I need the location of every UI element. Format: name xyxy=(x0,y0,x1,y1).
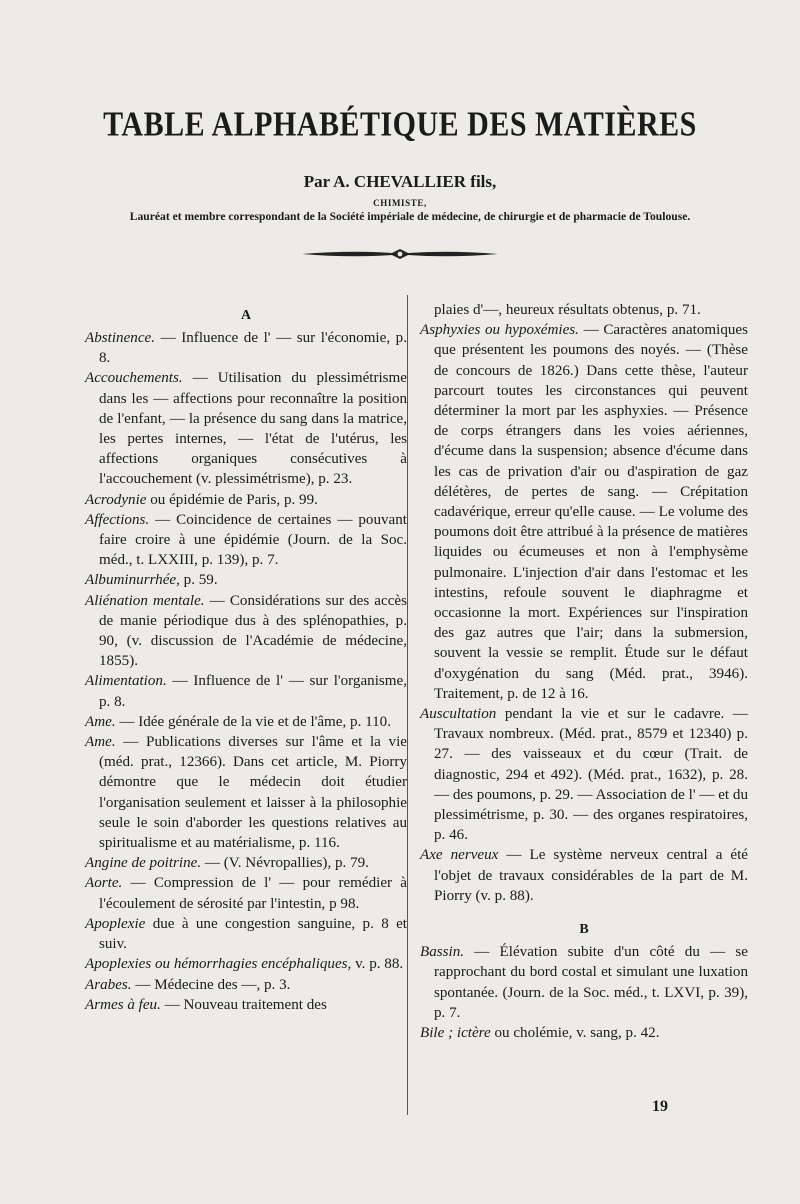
entry-text: — Élévation subite d'un côté du — se rapprochant du bord costal et simulant une luxation spontanée. (Journ. de la Soc. méd., t. LXVI, p. 39), p. 7. xyxy=(434,944,748,1021)
index-entry xyxy=(85,975,407,995)
page-title: TABLE ALPHABÉTIQUE DES MATIÈRES xyxy=(103,105,697,144)
entry-heading: Apoplexie xyxy=(85,915,146,932)
ornament-divider-icon xyxy=(300,246,500,262)
section-letter-a: A xyxy=(240,308,252,323)
entry-heading: Ame. xyxy=(85,713,116,730)
index-entry xyxy=(85,995,407,1015)
index-entry xyxy=(420,1023,748,1043)
entry-text: — Compression de l' — pour remédier à l'écoulement de sérosité par l'intestin, p 98. xyxy=(99,875,407,912)
entry-heading: Affections. xyxy=(85,511,150,528)
author-role: CHIMISTE, xyxy=(373,198,427,208)
index-entry xyxy=(85,490,407,510)
entry-heading: Apoplexies ou hémorrhagies encéphaliques, xyxy=(85,956,352,973)
entry-heading: Aorte. xyxy=(85,875,123,892)
index-entry xyxy=(85,328,407,368)
entry-text: — Influence de l' — sur l'économie, p. 8. xyxy=(99,330,407,367)
entry-heading: Abstinence. xyxy=(85,330,155,346)
entry-text: — Le système nerveux central a été l'objet de travaux considérables de la part de M. Piorry (v. p. 88). xyxy=(434,847,748,904)
index-entry xyxy=(85,914,407,954)
entry-text: — Considérations sur des accès de manie périodique dus à des splénopathies, p. 90, (v. discussion de l'Académie de médecine, 1855). xyxy=(99,592,407,670)
index-entry xyxy=(85,368,407,489)
entry-text: — Médecine des —, p. 3. xyxy=(131,976,291,993)
entry-heading: Accouchements. xyxy=(85,370,183,387)
entry-heading: Aliénation mentale. xyxy=(85,592,205,609)
index-entry xyxy=(420,845,748,906)
index-entry xyxy=(85,591,407,672)
index-entry xyxy=(85,570,407,590)
index-entry xyxy=(85,712,407,732)
index-entry xyxy=(420,942,748,1023)
index-entry xyxy=(85,954,407,974)
page-number: 19 xyxy=(652,1098,668,1115)
entry-heading: Albuminurrhée, xyxy=(85,572,180,589)
right-column xyxy=(420,300,748,1043)
index-entry xyxy=(420,320,748,704)
entry-heading: Arabes. xyxy=(85,976,132,993)
entry-heading: Axe nerveux xyxy=(420,847,499,864)
entry-text: v. p. 88. xyxy=(351,956,404,973)
entry-text: — Idée générale de la vie et de l'âme, p. 110. xyxy=(115,713,391,730)
entry-list xyxy=(420,942,748,1043)
entry-heading: Bile ; ictère xyxy=(420,1024,491,1041)
entry-text: — (V. Névropallies), p. 79. xyxy=(201,855,369,872)
column-divider xyxy=(407,295,408,1115)
section-letter-b: B xyxy=(579,922,589,938)
entry-heading: Bassin. xyxy=(420,944,465,961)
entry-text: — Coincidence de certaines — pouvant faire croire à une épidémie (Journ. de la Soc. méd., t. LXXIII, p. 139), p. 7. xyxy=(99,511,407,569)
entry-text: ou cholémie, v. sang, p. 42. xyxy=(490,1024,660,1041)
author-line: Par A. CHEVALLIER fils, xyxy=(303,172,497,191)
entry-heading: Asphyxies ou hypoxémies. xyxy=(420,322,579,339)
entry-text: — Nouveau traitement des xyxy=(160,996,327,1013)
index-entry xyxy=(85,732,407,853)
entry-heading: Auscultation xyxy=(420,706,497,723)
entry-text: — Utilisation du plessimétrisme dans les — affections pour reconnaître la position de l'enfant, — la présence du sang dans la matrice, les pertes internes, — l'état de l'utérus, les affections organiques consécutives à l'accouchement (v. plessimétrisme), p. 23. xyxy=(99,370,407,488)
entry-text: ou épidémie de Paris, p. 99. xyxy=(146,491,318,508)
entry-list xyxy=(420,320,748,906)
entry-text: due à une congestion sanguine, p. 8 et suiv. xyxy=(99,915,407,953)
continuation-text: plaies d'—, heureux résultats obtenus, p. 71. xyxy=(434,302,701,318)
index-entry xyxy=(85,853,407,873)
index-entry xyxy=(420,704,748,845)
entry-heading: Acrodynie xyxy=(85,491,147,508)
entry-text: pendant la vie et sur le cadavre. — Travaux nombreux. (Méd. prat., 8579 et 12340) p. 27. — des vaisseaux et du cœur (Trait. de diagnostic, 294 et 492). (Méd. prat., 1632), p. 28. — des poumons, p. 29. — Association de l' — et du plessimétrisme, p. 30. — des organes respiratoires, p. 46. xyxy=(434,706,748,844)
index-entry xyxy=(85,873,407,913)
author-affiliation: Lauréat et membre correspondant de la Société impériale de médecine, de chirurgie et de pharmacie de Toulouse. xyxy=(129,210,691,223)
entry-text: p. 59. xyxy=(179,572,218,589)
entry-list xyxy=(85,328,407,1015)
entry-text: — Influence de l' — sur l'organisme, p. 8. xyxy=(99,673,407,710)
entry-heading: Armes à feu. xyxy=(85,996,161,1013)
entry-heading: Angine de poitrine. xyxy=(85,855,202,872)
left-column xyxy=(85,300,407,1015)
entry-heading: Ame. xyxy=(85,734,116,751)
index-entry xyxy=(85,671,407,711)
entry-heading: Alimentation. xyxy=(85,673,167,690)
entry-text: — Caractères anatomiques que présentent les poumons des noyés. — (Thèse de concours de 1826.) Dans cette thèse, l'auteur parcourt toutes les circonstances qui peuvent déterminer la mort par les asphyxies. — Présence de corps étrangers dans les voies aériennes, d'écume dans la suspension; absence d'écume dans les cas de privation d'air ou d'aspiration de gaz délétères, de pertes de sang. — Crépitation cadavérique, erreur qu'elle cause. — Le volume des poumons doit être attribué à la présence de matières liquides ou écumeuses et non à l'emphysème pulmonaire. L'injection d'air dans l'estomac et les intestins, refoule souvent le diaphragme et occasionne la mort. Expériences sur l'inspiration des gaz autres que l'air; dans la submersion, souvent la vessie se remplit. Étude sur le défaut d'oxygénation du sang (Méd. prat., 3946). Traitement, p. de 12 à 16. xyxy=(434,322,748,702)
index-entry xyxy=(85,510,407,571)
entry-text: — Publications diverses sur l'âme et la vie (méd. prat., 12366). Dans cet article, M. Piorry démontre que le médecin doit étudier l'organisation seulement et laisser à la philosophie seule le soin d'aborder les questions relatives au spiritualisme et au matérialisme, p. 116. xyxy=(99,734,407,852)
